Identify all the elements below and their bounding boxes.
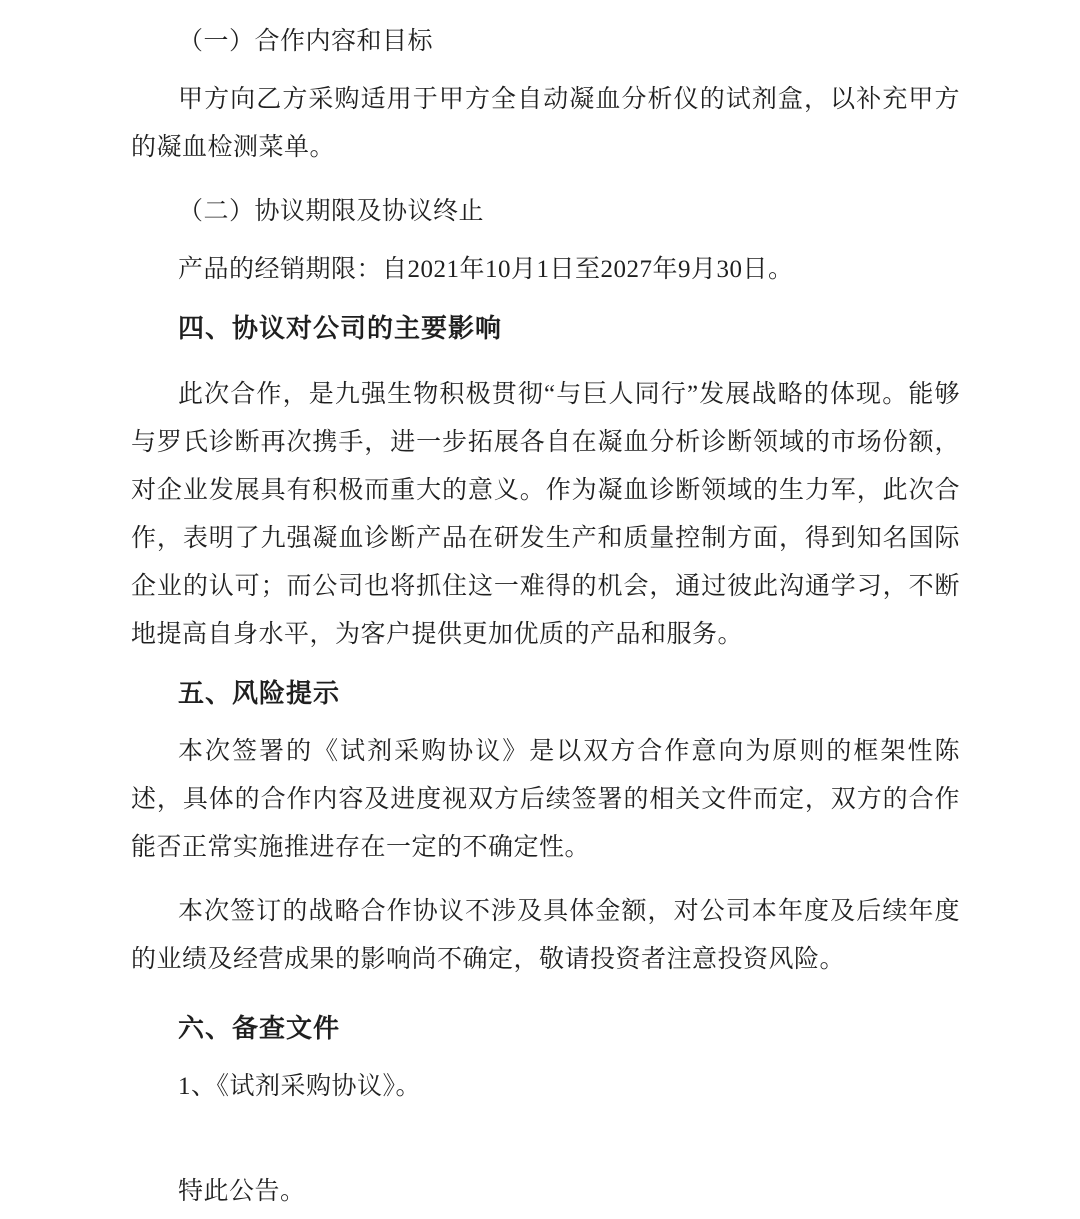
- paragraph-distribution-period: 产品的经销期限：自2021年10月1日至2027年9月30日。: [178, 256, 794, 283]
- paragraph-risk-framework: 本次签署的《试剂采购协议》是以双方合作意向为原则的框架性陈述，具体的合作内容及进度视双方后续签署的相关文件而定，双方的合作能否正常实施推进存在一定的不确定性。: [131, 738, 960, 861]
- paragraph-reference-document-item: 1、《试剂采购协议》。: [178, 1073, 422, 1100]
- section-heading-5-risk: 五、风险提示: [178, 678, 341, 708]
- sub-heading-agreement-term: （二）协议期限及协议终止: [178, 198, 485, 225]
- paragraph-announcement-closing: 特此公告。: [178, 1178, 306, 1205]
- section-heading-6-reference-documents: 六、备查文件: [178, 1013, 341, 1043]
- paragraph-procurement-purpose: 甲方向乙方采购适用于甲方全自动凝血分析仪的试剂盒，以补充甲方的凝血检测菜单。: [131, 86, 960, 161]
- section-heading-4-impact: 四、协议对公司的主要影响: [178, 313, 503, 343]
- paragraph-impact-description: 此次合作，是九强生物积极贯彻“与巨人同行”发展战略的体现。能够与罗氏诊断再次携手，进一步拓展各自在凝血分析诊断领域的市场份额，对企业发展具有积极而重大的意义。作为凝血诊断领域的生力军，此次合作，表明了九强凝血诊断产品在研发生产和质量控制方面，得到知名国际企业的认可；而公司也将抓住这一难得的机会，通过彼此沟通学习，不断地提高自身水平，为客户提供更加优质的产品和服务。: [131, 381, 960, 648]
- paragraph-risk-amount: 本次签订的战略合作协议不涉及具体金额，对公司本年度及后续年度的业绩及经营成果的影响尚不确定，敬请投资者注意投资风险。: [131, 898, 960, 973]
- sub-heading-cooperation-content: （一）合作内容和目标: [178, 28, 434, 55]
